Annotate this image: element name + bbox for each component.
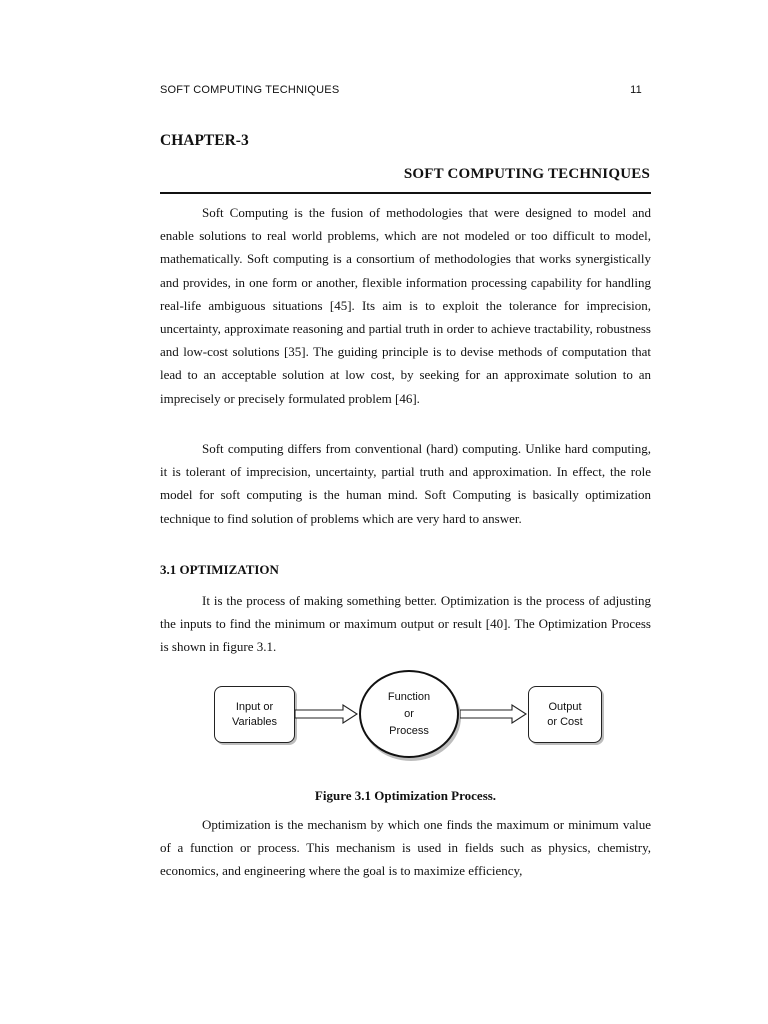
process-label-line2: or	[404, 707, 414, 720]
optimization-process-diagram	[212, 670, 606, 770]
output-cost-box	[528, 686, 602, 743]
running-title: SOFT COMPUTING TECHNIQUES	[160, 84, 340, 96]
function-process-node	[359, 670, 459, 758]
paragraph-optimization-mechanism: Optimization is the mechanism by which one finds the maximum or minimum value of a function or process. This mechanism is used in fields such as physics, chemistry, economics, and engineering where the goal is to maximize efficiency,	[160, 817, 651, 879]
input-variables-box	[214, 686, 295, 743]
running-header	[160, 84, 642, 96]
section-heading-optimization: 3.1 OPTIMIZATION	[160, 562, 279, 577]
paragraph-intro: Soft Computing is the fusion of methodologies that were designed to model and enable solutions to real world problems, which are not modeled or too difficult to model, mathematically. Soft computing is a consortium of methodologies that works synergistically and provides, in one form or another, flexible information processing capability for handling real-life ambiguous situations [45]. Its aim is to exploit the tolerance for imprecision, uncertainty, approximate reasoning and partial truth in order to achieve tractability, robustness and low-cost solutions [35]. The guiding principle is to devise methods of computation that lead to an acceptable solution at low cost, by seeking for an approximate solution to an imprecisely or precisely formulated problem [46].	[160, 205, 651, 406]
paragraph-soft-vs-hard: Soft computing differs from conventional (hard) computing. Unlike hard computing, it is tolerant of imprecision, uncertainty, partial truth and approximation. In effect, the role model for soft computing is the human mind. Soft Computing is basically optimization technique to find solution of problems which are very hard to answer.	[160, 441, 651, 526]
paragraph-optimization-definition: It is the process of making something better. Optimization is the process of adjusting the inputs to find the minimum or maximum output or result [40]. The Optimization Process is shown in figure 3.1.	[160, 593, 651, 655]
input-label-line1: Input or	[235, 700, 274, 713]
chapter-title: SOFT COMPUTING TECHNIQUES	[403, 166, 650, 182]
page-number: 11	[630, 84, 642, 96]
title-rule	[160, 192, 651, 194]
process-label-line1: Function	[387, 690, 431, 703]
input-label-line2: Variables	[231, 715, 278, 728]
output-label-line1: Output	[548, 700, 582, 713]
arrow-right-icon	[295, 704, 359, 724]
output-label-line2: or Cost	[547, 715, 583, 728]
arrow-right-icon	[460, 704, 528, 724]
process-label-line3: Process	[389, 724, 429, 737]
figure-caption: Figure 3.1 Optimization Process.	[314, 788, 497, 803]
chapter-label: CHAPTER-3	[160, 132, 249, 149]
